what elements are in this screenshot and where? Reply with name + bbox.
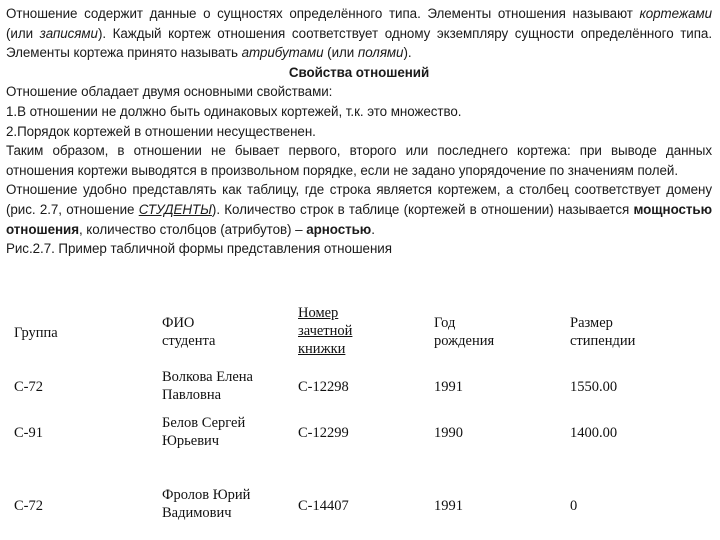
- header-group: Группа: [14, 325, 58, 341]
- table-row-3-number: С-14407: [298, 498, 349, 514]
- text-run: Отношение содержит данные о сущностях определённого типа. Элементы отношения называют: [6, 6, 640, 21]
- text-run: .: [371, 221, 375, 237]
- table-row-2-fio: [162, 414, 245, 450]
- header-stip-line: стипендии: [570, 333, 636, 349]
- term-fields: полями: [357, 45, 404, 61]
- term-records: записями: [39, 25, 98, 41]
- term-attributes: атрибутами: [241, 45, 324, 61]
- table-row-2-stipend: 1400.00: [570, 425, 618, 441]
- term-cardinality: мощностью отношения: [6, 201, 713, 237]
- term-arity: арностью: [306, 221, 372, 237]
- paragraph-properties-intro: Отношение обладает двумя основными свойствами:: [6, 84, 333, 100]
- term-tuples: кортежами: [639, 6, 712, 21]
- fio-line: Павловна: [162, 387, 222, 403]
- header-birth-year: [434, 314, 494, 350]
- fio-line: Юрьевич: [162, 433, 220, 449]
- table-row-2-number: С-12299: [298, 425, 349, 441]
- paragraph-definition: [6, 4, 712, 63]
- header-num-line: Номер: [298, 305, 339, 321]
- header-record-book: [298, 304, 352, 358]
- header-year-line: Год: [434, 315, 456, 331]
- body-text: [6, 4, 712, 259]
- header-num-line: книжки: [298, 341, 346, 357]
- table-row-1-number: С-12298: [298, 379, 349, 395]
- text-run: (или: [6, 25, 40, 41]
- table-row-2-year: 1990: [434, 425, 463, 441]
- fio-line: Волкова Елена: [162, 369, 253, 385]
- students-table: [0, 296, 720, 540]
- header-stipend: [570, 314, 635, 350]
- property-item-2: 2.Порядок кортежей в отношении несущественен.: [6, 123, 316, 139]
- property-item-1: 1.В отношении не должно быть одинаковых кортежей, т.к. это множество.: [6, 103, 462, 119]
- table-row-1-stipend: 1550.00: [570, 379, 618, 395]
- table-row-2-group: С-91: [14, 425, 43, 441]
- table-row-1-group: С-72: [14, 379, 43, 395]
- header-fio: [162, 314, 215, 350]
- header-year-line: рождения: [434, 333, 495, 349]
- relation-name-students: СТУДЕНТЫ: [138, 201, 212, 217]
- paragraph-table-form: [6, 180, 712, 239]
- text-run: ).: [403, 45, 412, 61]
- table-row-3-stipend: 0: [570, 498, 578, 514]
- section-heading: Свойства отношений: [288, 64, 430, 80]
- fio-line: Фролов Юрий: [162, 487, 251, 503]
- table-row-1-year: 1991: [434, 379, 463, 395]
- paragraph-order: Таким образом, в отношении не бывает первого, второго или последнего кортежа: при выводе данных отношения кортежи выводятся в произвольном порядке, если не задано упорядочение по значениям полей.: [6, 143, 712, 178]
- fio-line: Белов Сергей: [162, 415, 246, 431]
- table-row-3-group: С-72: [14, 498, 43, 514]
- text-run: (или: [323, 45, 358, 61]
- header-fio-line: ФИО: [162, 315, 195, 331]
- header-fio-line: студента: [162, 333, 216, 349]
- text-run: ). Каждый кортеж отношения соответствует одному экземпляру сущности определённого типа. Элементы кортежа принято называть: [6, 25, 713, 61]
- figure-caption: Рис.2.7. Пример табличной формы представления отношения: [6, 241, 392, 257]
- table-row-1-fio: [162, 368, 253, 404]
- text-run: , количество столбцов (атрибутов) –: [78, 221, 307, 237]
- fio-line: Вадимович: [162, 505, 232, 521]
- text-run: Отношение удобно представлять как таблицу, где строка является кортежем, а столбец соответствует домену (рис. 2.7, отношение: [6, 182, 712, 217]
- header-num-line: зачетной: [298, 323, 353, 339]
- table-row-3-year: 1991: [434, 498, 463, 514]
- table-row-3-fio: [162, 486, 250, 522]
- text-run: ). Количество строк в таблице (кортежей в отношении) называется: [211, 201, 634, 217]
- header-stip-line: Размер: [570, 315, 613, 331]
